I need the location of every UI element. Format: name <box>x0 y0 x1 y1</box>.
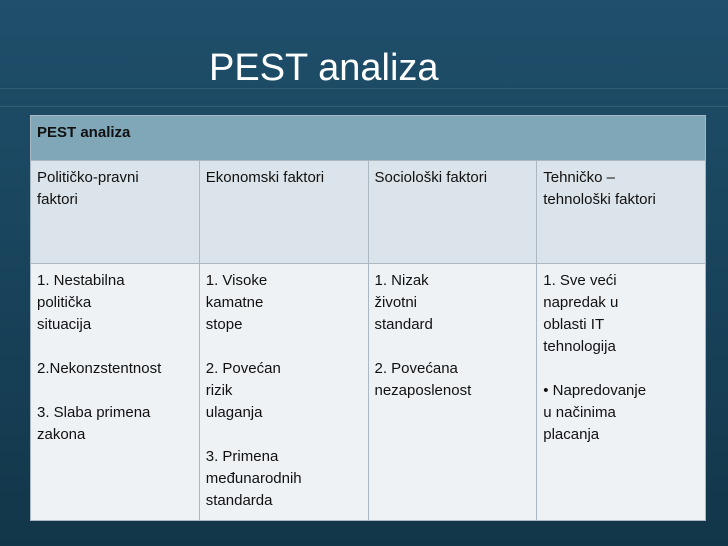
items-cell-political <box>31 264 200 521</box>
category-cell-social <box>368 161 537 264</box>
item-line: u načinima <box>543 404 616 421</box>
item-line: 1. Nestabilna <box>37 272 125 289</box>
item-line: stope <box>205 316 243 333</box>
item-line: • Napredovanje <box>543 382 647 399</box>
item-line: 2.Nekonzstentnost <box>37 360 162 377</box>
item-line: situacija <box>37 316 92 333</box>
category-text: faktori <box>37 191 78 208</box>
item-line: 3. Primena <box>205 448 279 465</box>
item-line: tehnologija <box>543 338 616 355</box>
items-cell-economic <box>199 264 368 521</box>
line-gap <box>543 358 705 380</box>
item-line: napredak u <box>543 294 619 311</box>
category-text: Političko-pravni <box>37 169 139 186</box>
item-line: kamatne <box>205 294 264 311</box>
line-gap <box>37 336 199 358</box>
background-line <box>0 106 728 107</box>
category-text: Ekonomski faktori <box>205 169 325 186</box>
line-gap <box>206 424 368 446</box>
table-header: PEST analiza <box>31 116 706 161</box>
item-line: oblasti IT <box>543 316 605 333</box>
item-line: 1. Nizak <box>374 272 429 289</box>
item-line: standard <box>374 316 433 333</box>
category-row <box>31 161 706 264</box>
item-line: politička <box>37 294 92 311</box>
category-cell-economic <box>199 161 368 264</box>
slide-title: PEST analiza <box>209 47 439 89</box>
items-cell-social <box>368 264 537 521</box>
item-line: rizik <box>205 382 233 399</box>
item-line: standarda <box>205 492 273 509</box>
item-line: 2. Povećana <box>374 360 458 377</box>
category-text: Tehničko – <box>543 169 615 186</box>
items-cell-technological <box>537 264 706 521</box>
item-line: 3. Slaba primena <box>37 404 151 421</box>
items-row <box>31 264 706 521</box>
pest-table <box>30 115 706 521</box>
category-cell-political <box>31 161 200 264</box>
category-text: Sociološki faktori <box>374 169 488 186</box>
item-line: nezaposlenost <box>374 382 472 399</box>
item-line: zakona <box>37 426 86 443</box>
item-line: placanja <box>543 426 600 443</box>
item-line: životni <box>374 294 418 311</box>
category-cell-technological <box>537 161 706 264</box>
category-text: tehnološki faktori <box>543 191 656 208</box>
item-line: međunarodnih <box>205 470 302 487</box>
item-line: 1. Visoke <box>205 272 268 289</box>
line-gap <box>37 380 199 402</box>
item-line: 2. Povećan <box>205 360 281 377</box>
line-gap <box>206 336 368 358</box>
item-line: ulaganja <box>205 404 263 421</box>
table-header-row <box>31 116 706 161</box>
item-line: 1. Sve veći <box>543 272 617 289</box>
line-gap <box>375 336 537 358</box>
